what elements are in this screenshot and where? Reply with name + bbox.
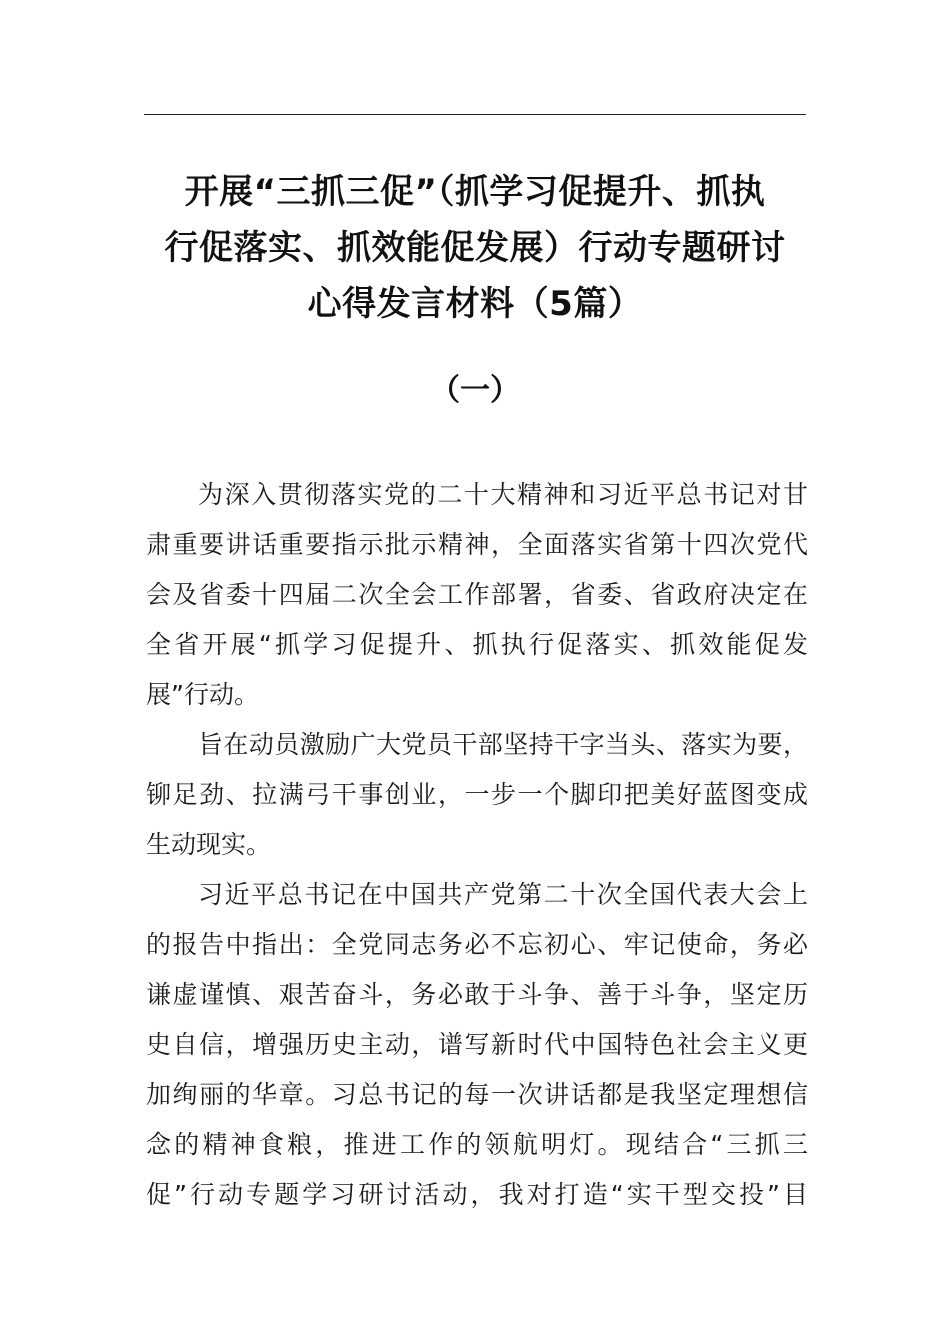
title-line: 行促落实、抓效能促发展）行动专题研讨 xyxy=(164,228,786,268)
paragraph-line: 促”行动专题学习研讨活动，我对打造“实干型交投”目 xyxy=(146,1180,808,1209)
paragraph-line: 展”行动。 xyxy=(146,680,259,709)
body-text xyxy=(146,470,808,1220)
title-line: 开展“三抓三促”（抓学习促提升、抓执 xyxy=(184,172,766,212)
paragraph-line: 全省开展“抓学习促提升、抓执行促落实、抓效能促发 xyxy=(146,630,808,659)
paragraph-line: 会及省委十四届二次全会工作部署，省委、省政府决定在 xyxy=(146,580,808,609)
paragraph-line: 肃重要讲话重要指示批示精神，全面落实省第十四次党代 xyxy=(146,530,808,559)
document-title xyxy=(140,164,810,332)
paragraph-line: 铆足劲、拉满弓干事创业，一步一个脚印把美好蓝图变成 xyxy=(146,780,808,809)
paragraph-line: 谦虚谨慎、艰苦奋斗，务必敢于斗争、善于斗争，坚定历 xyxy=(146,980,808,1009)
header-rule xyxy=(144,114,806,115)
paragraph-line: 加绚丽的华章。习总书记的每一次讲话都是我坚定理想信 xyxy=(146,1080,808,1109)
section-heading: （一） xyxy=(430,373,520,408)
title-line: 心得发言材料（5篇） xyxy=(307,284,643,324)
paragraph-line: 为深入贯彻落实党的二十大精神和习近平总书记对甘 xyxy=(198,480,808,509)
paragraph-line: 念的精神食粮，推进工作的领航明灯。现结合“三抓三 xyxy=(146,1130,808,1159)
paragraph-line: 生动现实。 xyxy=(146,830,272,859)
paragraph-line: 旨在动员激励广大党员干部坚持干字当头、落实为要， xyxy=(198,730,808,759)
paragraph-line: 史自信，增强历史主动，谱写新时代中国特色社会主义更 xyxy=(146,1030,808,1059)
paragraph-line: 的报告中指出：全党同志务必不忘初心、牢记使命，务必 xyxy=(146,930,808,959)
paragraph-line: 习近平总书记在中国共产党第二十次全国代表大会上 xyxy=(198,880,808,909)
